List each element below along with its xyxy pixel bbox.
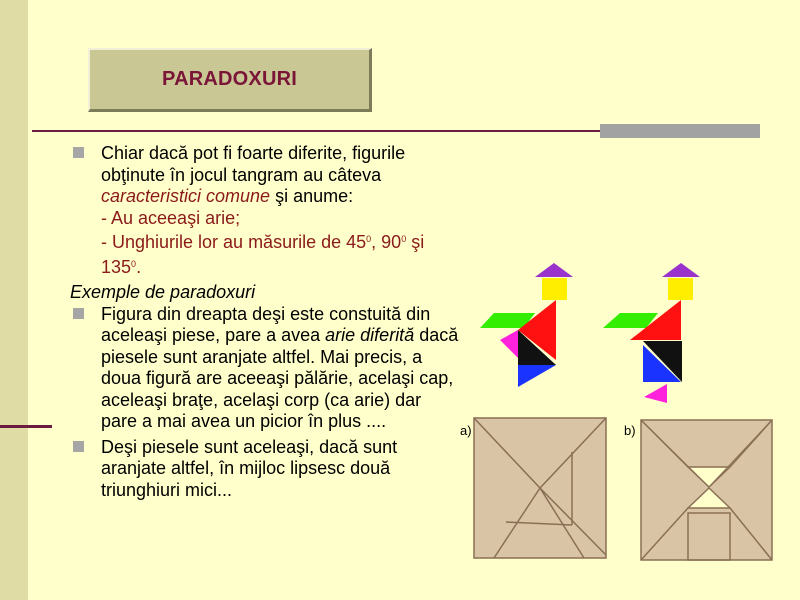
slide-content — [72, 143, 462, 501]
head-piece — [542, 278, 567, 300]
neck-magenta-piece — [500, 330, 518, 358]
bullet-characteristics — [72, 143, 462, 278]
bullet-text: Chiar dacă pot fi foarte diferite, figurile obţinute în jocul tangram au câteva — [101, 143, 406, 185]
tangram-bird-right — [603, 263, 700, 403]
sub-item-angles — [101, 229, 462, 278]
emphasis-text: caracteristici comune — [101, 186, 271, 206]
figure-label-b: b) — [624, 423, 636, 438]
bullet-text: şi anume: — [270, 186, 354, 206]
foot-magenta-piece — [644, 384, 667, 403]
angles-text: şi 135 — [101, 232, 425, 277]
angles-text: . — [136, 256, 142, 277]
body-blue-piece — [518, 365, 556, 387]
slide-title: PARADOXURI — [162, 68, 297, 90]
bullet-text: Figura din dreapta deşi este constuită din aceleaşi piese, pare a avea — [101, 303, 431, 345]
angles-text: - Unghiurile lor au măsurile de 45 — [101, 232, 367, 252]
bullet-square-icon — [73, 441, 84, 452]
title-divider-block — [600, 124, 760, 138]
head-piece — [668, 278, 693, 300]
bullet-text: dacă piesele sunt aranjate altfel. Mai precis, a doua figură are aceeaşi pălărie, acelaşi cap, aceleaşi braţe, acelaşi corp (ca arie) dar pare a mai avea un picior în plus .... — [101, 325, 459, 431]
hat-piece — [535, 263, 573, 277]
bullet-square-icon — [73, 147, 84, 158]
examples-heading: Exemple de paradoxuri — [70, 282, 256, 302]
tangram-square-b — [641, 420, 772, 560]
left-decor-bar — [0, 0, 28, 600]
tangram-bird-left — [480, 263, 573, 387]
bullet-square-icon — [73, 308, 84, 319]
bullet-text: Deşi piesele sunt aceleaşi, dacă sunt aranjate altfel, în mijloc lipsesc două triunghiuri mici... — [101, 436, 398, 500]
bullet-area-paradox — [72, 304, 462, 433]
tangram-square-a — [474, 418, 606, 558]
emphasis-text: arie diferită — [325, 325, 415, 345]
hat-piece — [662, 263, 700, 277]
degree-mark: 0 — [366, 234, 372, 244]
tangram-figures — [455, 255, 785, 570]
left-decor-line — [0, 425, 52, 428]
bullet-missing-triangles — [72, 437, 462, 502]
degree-mark: 0 — [131, 258, 137, 269]
degree-mark: 0 — [401, 234, 407, 244]
title-box — [88, 48, 372, 112]
figure-label-a: a) — [460, 423, 472, 438]
angles-text: , 90 — [371, 232, 402, 252]
sub-item-area: - Au aceeaşi arie; — [101, 207, 241, 228]
